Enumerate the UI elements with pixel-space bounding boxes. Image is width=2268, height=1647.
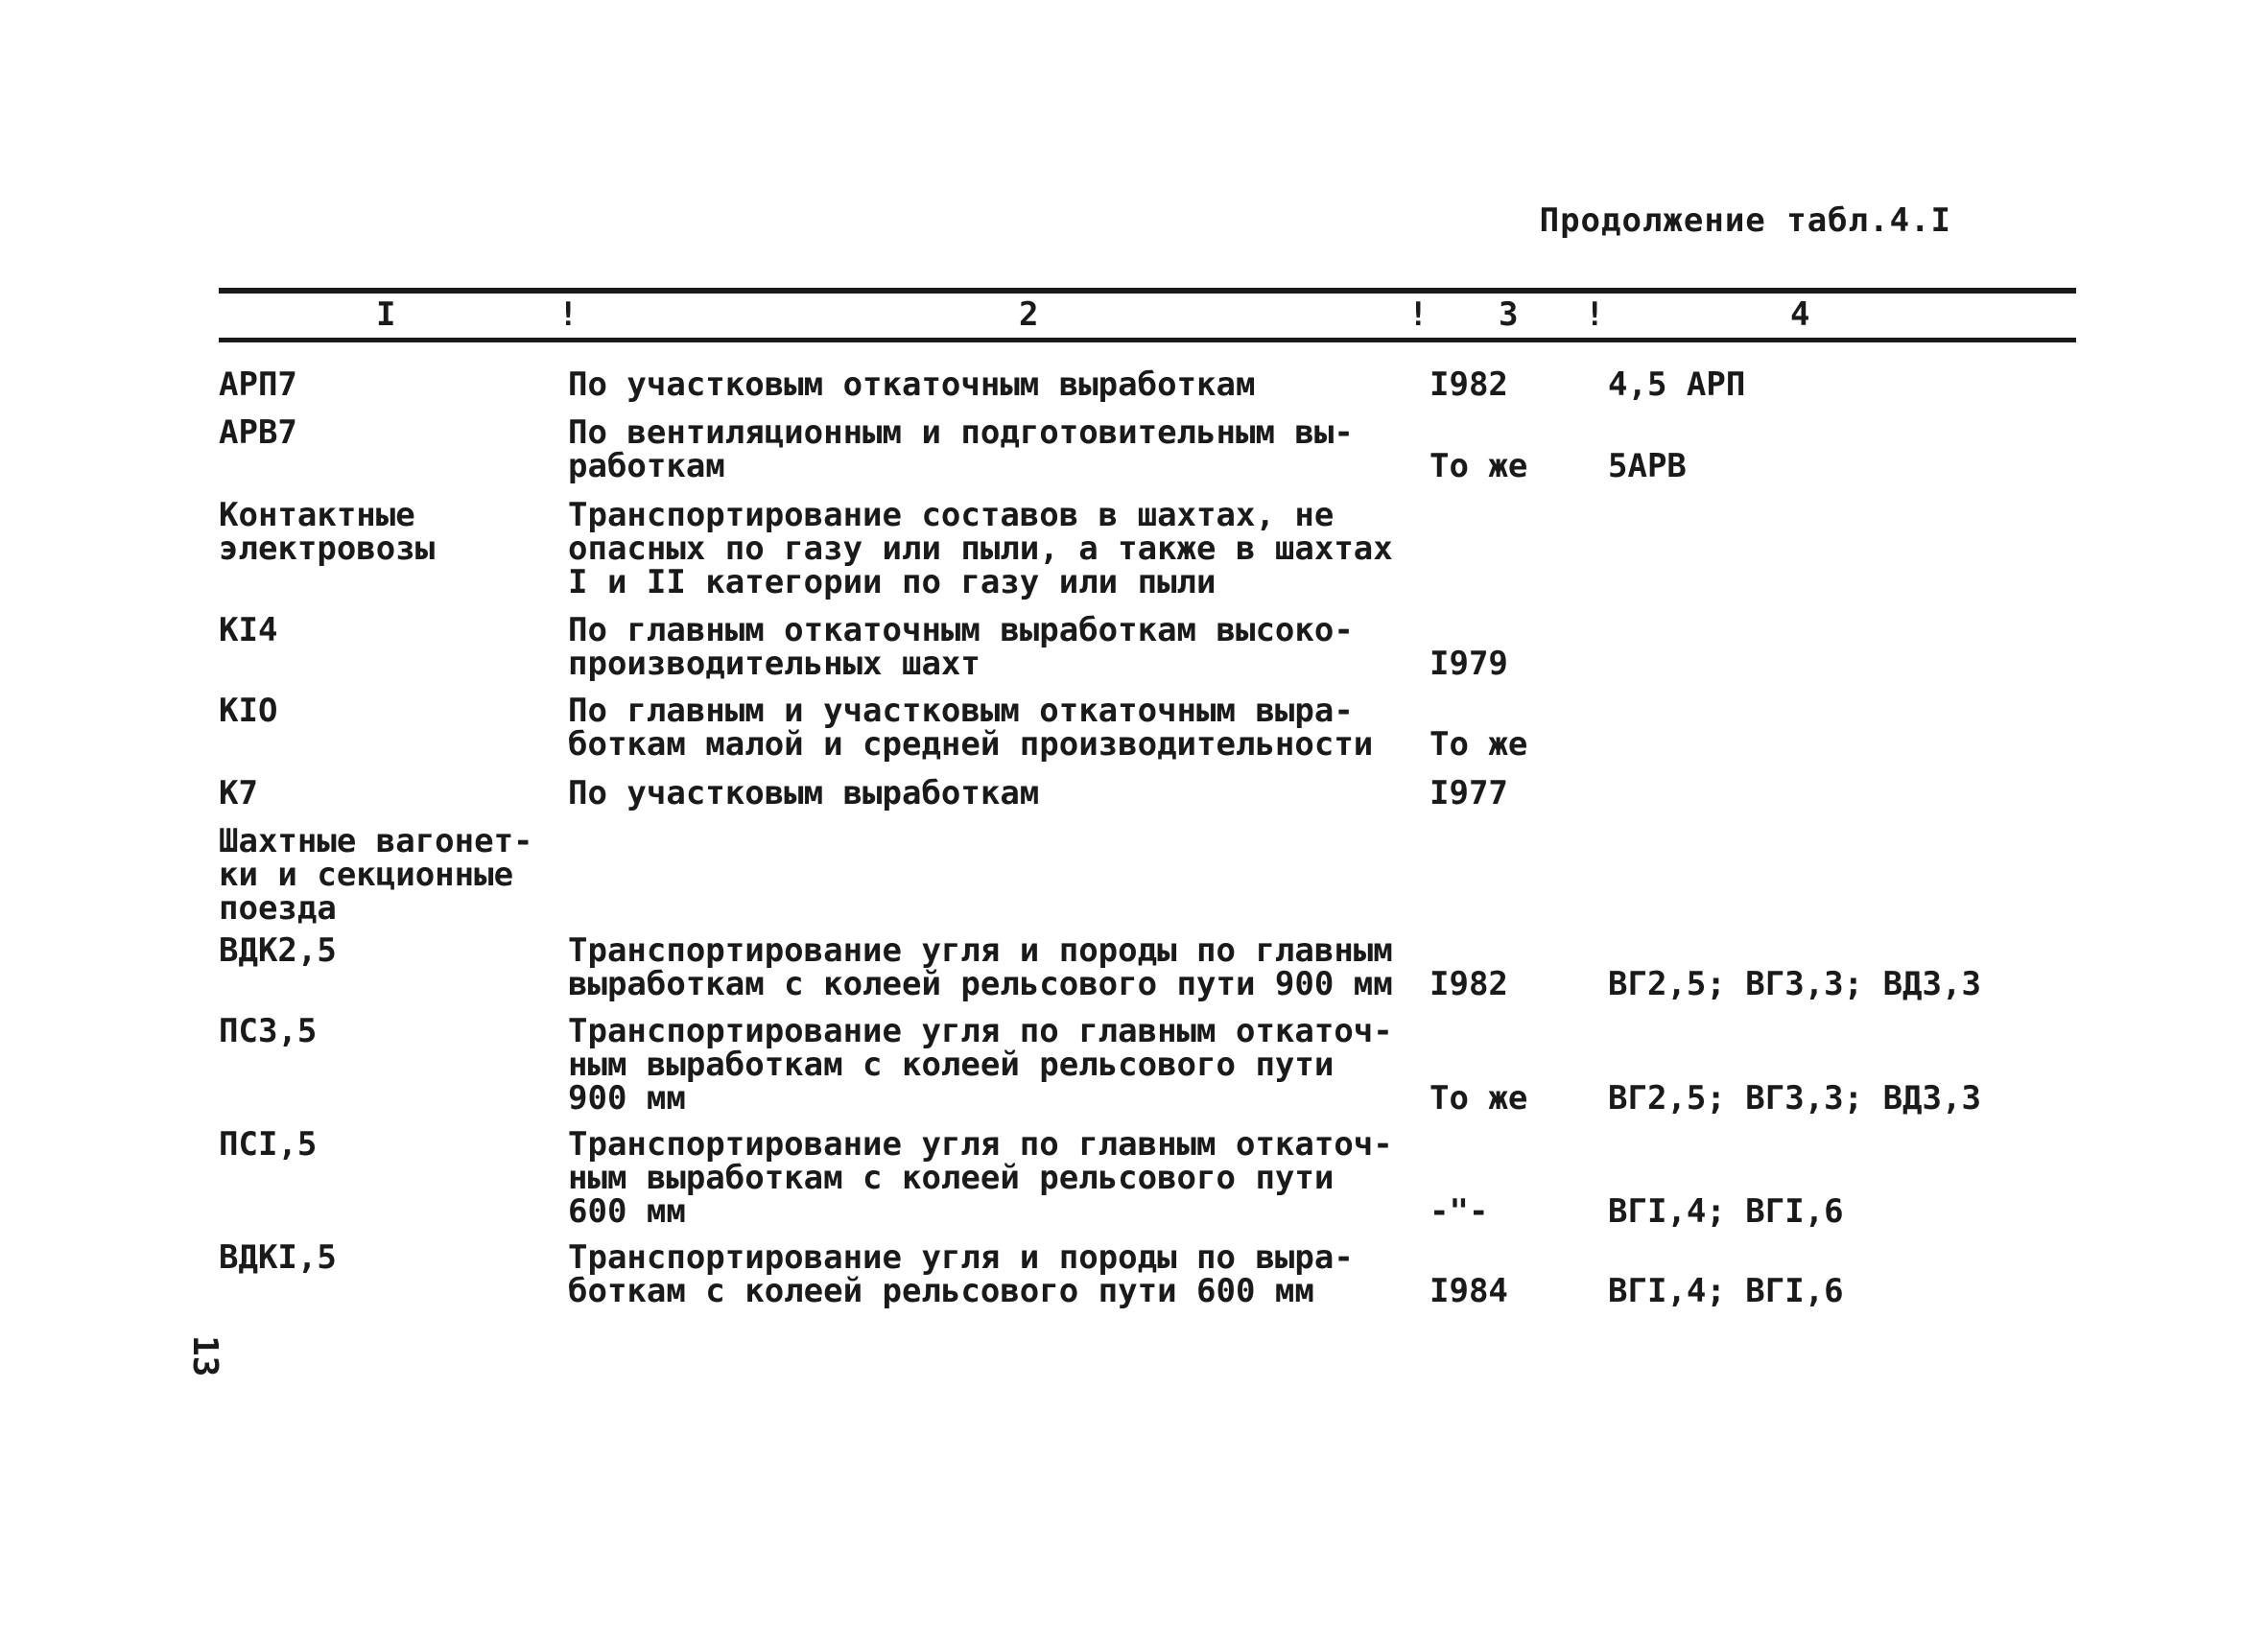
designation-cell: КI4 <box>219 611 278 649</box>
designation-cell: ВДКI,5 <box>219 1238 337 1277</box>
designation-cell: Контактные электровозы <box>219 496 436 568</box>
purpose-cell: Транспортирование составов в шахтах, не опасных по газу или пыли, а также в шахтах I и II категории по газу или пыли <box>568 496 1393 601</box>
replacement-cell: ВГI,4; ВГI,6 <box>1608 1272 1844 1310</box>
header-col3: 3 <box>1499 295 1519 334</box>
designation-cell: АРВ7 <box>219 413 297 452</box>
replacement-cell: 5АРВ <box>1608 447 1687 485</box>
year-cell: -"- <box>1429 1192 1489 1231</box>
table-top-rule <box>219 288 2076 294</box>
purpose-cell: По вентиляционным и подготовительным вы- работкам <box>568 413 1354 485</box>
header-col1: I <box>376 295 396 334</box>
purpose-cell: Транспортирование угля по главным откаточ- ным выработкам с колеей рельсового пути 900 мм <box>568 1012 1393 1118</box>
purpose-cell: Транспортирование угля и породы по выра- боткам с колеей рельсового пути 600 мм <box>568 1238 1354 1310</box>
designation-cell: К7 <box>219 774 258 812</box>
header-col2: 2 <box>1019 295 1039 334</box>
table-header-rule <box>219 338 2076 342</box>
table-caption: Продолжение табл.4.I <box>1539 201 1951 240</box>
year-cell: То же <box>1429 447 1528 485</box>
replacement-cell: 4,5 АРП <box>1608 365 1746 404</box>
replacement-cell: ВГ2,5; ВГ3,3; ВД3,3 <box>1608 1079 1981 1118</box>
purpose-cell: По главным откаточным выработкам высоко- производительных шахт <box>568 611 1354 683</box>
designation-cell: ПС3,5 <box>219 1012 318 1050</box>
designation-cell: ПСI,5 <box>219 1125 318 1164</box>
designation-cell: АРП7 <box>219 365 297 404</box>
year-cell: То же <box>1429 725 1528 764</box>
purpose-cell: По главным и участковым откаточным выра- боткам малой и средней производительности <box>568 692 1374 764</box>
year-cell: То же <box>1429 1079 1528 1118</box>
header-col4: 4 <box>1790 295 1810 334</box>
purpose-cell: По участковым выработкам <box>568 774 1040 812</box>
year-cell: I982 <box>1429 965 1508 1003</box>
designation-cell: ВДК2,5 <box>219 931 337 970</box>
page-number: 13 <box>185 1335 224 1377</box>
header-separator: ! <box>1408 295 1429 334</box>
replacement-cell: ВГI,4; ВГI,6 <box>1608 1192 1844 1231</box>
year-cell: I977 <box>1429 774 1508 812</box>
year-cell: I982 <box>1429 365 1508 404</box>
year-cell: I979 <box>1429 645 1508 683</box>
purpose-cell: Транспортирование угля по главным откаточ- ным выработкам с колеей рельсового пути 600 мм <box>568 1125 1393 1231</box>
replacement-cell: ВГ2,5; ВГ3,3; ВД3,3 <box>1608 965 1981 1003</box>
header-separator: ! <box>558 295 579 334</box>
designation-cell: Шахтные вагонет- ки и секционные поезда <box>219 822 533 928</box>
header-separator: ! <box>1585 295 1605 334</box>
designation-cell: КIО <box>219 692 278 730</box>
year-cell: I984 <box>1429 1272 1508 1310</box>
purpose-cell: Транспортирование угля и породы по главным выработкам с колеей рельсового пути 900 мм <box>568 931 1393 1003</box>
purpose-cell: По участковым откаточным выработкам <box>568 365 1256 404</box>
